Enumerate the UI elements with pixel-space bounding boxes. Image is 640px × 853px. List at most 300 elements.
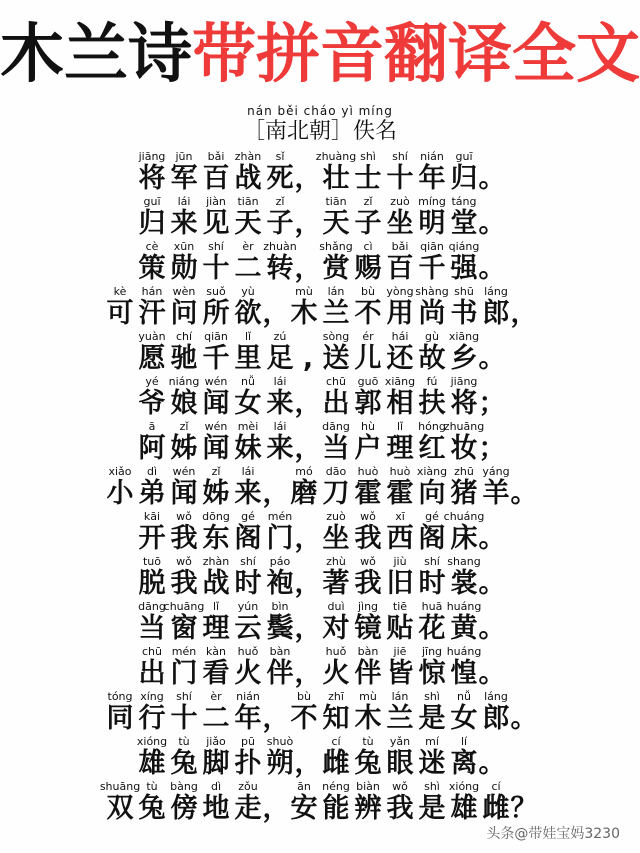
pinyin: lǐ [212, 600, 220, 613]
hanzi: 开 [138, 523, 166, 554]
hanzi: 花 [418, 613, 446, 644]
hanzi: 走 [234, 793, 262, 824]
pinyin: xūn [173, 240, 195, 253]
hanzi: ； [478, 433, 506, 464]
poem-character [200, 735, 232, 780]
poem-character [384, 690, 416, 735]
pinyin: jiāng [138, 150, 166, 163]
poem-character [320, 645, 352, 690]
hanzi: 理 [386, 433, 414, 464]
hanzi: 乡 [450, 343, 478, 374]
pinyin: lái [241, 465, 255, 478]
hanzi: 。 [478, 748, 506, 779]
pinyin: yuàn [138, 330, 166, 343]
poem-punctuation [480, 555, 504, 600]
poem-character [320, 420, 352, 465]
poem-character [384, 150, 416, 195]
poem-punctuation [296, 555, 320, 600]
pinyin: chí [175, 330, 193, 343]
hanzi: 安 [290, 793, 318, 824]
poem-character [448, 150, 480, 195]
hanzi: 。 [478, 208, 506, 239]
poem-character [288, 780, 320, 825]
hanzi: 送 [322, 343, 350, 374]
pinyin: shang [447, 555, 481, 568]
pinyin: tóng [107, 690, 133, 703]
poem-character [352, 600, 384, 645]
pinyin: pū [241, 735, 255, 748]
poem-character [264, 195, 296, 240]
hanzi: 地 [202, 793, 230, 824]
hanzi: 女 [450, 703, 478, 734]
poem-character [232, 375, 264, 420]
hanzi: 兔 [170, 748, 198, 779]
pinyin: láng [484, 285, 508, 298]
poem-character [416, 555, 448, 600]
poem-line [0, 780, 640, 825]
hanzi: 二 [234, 253, 262, 284]
hanzi: 兔 [354, 748, 382, 779]
poem-character [232, 420, 264, 465]
poem-character [136, 690, 168, 735]
hanzi: 归 [450, 163, 478, 194]
pinyin: jiāng [450, 375, 478, 388]
pinyin: ān [297, 780, 311, 793]
hanzi: 用 [386, 298, 414, 329]
poem-character [416, 690, 448, 735]
pinyin: dì [146, 465, 158, 478]
hanzi: 。 [510, 703, 538, 734]
pinyin: guī [455, 150, 473, 163]
hanzi: 双 [106, 793, 134, 824]
hanzi: 郭 [354, 388, 382, 419]
poem-character [264, 645, 296, 690]
hanzi: 壮 [322, 163, 350, 194]
hanzi: 士 [354, 163, 382, 194]
hanzi: 时 [234, 568, 262, 599]
pinyin: shí [392, 150, 408, 163]
poem-character [352, 195, 384, 240]
hanzi: 门 [266, 523, 294, 554]
hanzi: 袍 [266, 568, 294, 599]
hanzi: 百 [202, 163, 230, 194]
pinyin: bǎi [391, 240, 409, 253]
poem-punctuation [296, 330, 320, 375]
hanzi: 。 [510, 478, 538, 509]
poem-character [416, 285, 448, 330]
poem-character [104, 465, 136, 510]
poem-line [0, 285, 640, 330]
poem-body [0, 150, 640, 825]
pinyin: hái [391, 330, 409, 343]
pinyin: chū [142, 645, 162, 658]
pinyin: cí [331, 735, 341, 748]
hanzi: 书 [450, 298, 478, 329]
pinyin: hù [361, 420, 375, 433]
hanzi: 可 [106, 298, 134, 329]
poem-character [384, 240, 416, 285]
poem-character [200, 375, 232, 420]
hanzi: 将 [450, 388, 478, 419]
hanzi: 对 [322, 613, 350, 644]
poem-punctuation [512, 780, 536, 825]
pinyin: xiàng [416, 465, 448, 478]
pinyin: wǒ [360, 510, 376, 523]
pinyin: yáng [482, 465, 510, 478]
hanzi: 郎 [482, 703, 510, 734]
poem-character [416, 600, 448, 645]
hanzi: ， [294, 523, 322, 554]
poem-character [320, 330, 352, 375]
pinyin: zhuāng [443, 420, 485, 433]
poem-character [264, 375, 296, 420]
poem-punctuation [296, 195, 320, 240]
hanzi: 我 [170, 568, 198, 599]
pinyin: bàn [357, 645, 379, 658]
pinyin: jīng [421, 645, 443, 658]
poem-character [448, 195, 480, 240]
pinyin: jiǎo [206, 735, 226, 748]
poem-character [264, 555, 296, 600]
hanzi: 我 [354, 568, 382, 599]
poem-character [168, 150, 200, 195]
poem-character [168, 240, 200, 285]
hanzi: 惊 [418, 658, 446, 689]
pinyin: qiān [420, 240, 444, 253]
poem-character [288, 285, 320, 330]
hanzi: ， [262, 298, 290, 329]
hanzi: 惶 [450, 658, 478, 689]
title-main: 木兰诗 [0, 18, 192, 92]
poem-character [104, 690, 136, 735]
poem-character [320, 600, 352, 645]
poem-character [232, 735, 264, 780]
poem-character [232, 195, 264, 240]
hanzi: 战 [202, 568, 230, 599]
hanzi: 策 [138, 253, 166, 284]
pinyin: zuò [326, 510, 346, 523]
poem-punctuation [480, 600, 504, 645]
pinyin: jiē [393, 645, 407, 658]
poem-character [136, 150, 168, 195]
pinyin: hán [141, 285, 163, 298]
poem-character [264, 330, 296, 375]
poem-character [168, 510, 200, 555]
hanzi: 猪 [450, 478, 478, 509]
poem-character [136, 465, 168, 510]
poem-character [352, 150, 384, 195]
hanzi: 皆 [386, 658, 414, 689]
pinyin: jiù [393, 555, 407, 568]
poem-character [168, 375, 200, 420]
hanzi: 十 [386, 163, 414, 194]
poem-punctuation [264, 465, 288, 510]
poem-character [136, 285, 168, 330]
hanzi: ， [294, 568, 322, 599]
hanzi: 我 [386, 793, 414, 824]
hanzi: 转 [266, 253, 294, 284]
hanzi: 十 [170, 703, 198, 734]
hanzi: 驰 [170, 343, 198, 374]
hanzi: 不 [354, 298, 382, 329]
hanzi: 。 [478, 163, 506, 194]
pinyin: tiān [237, 195, 259, 208]
poem-line [0, 735, 640, 780]
pinyin: huā [421, 600, 443, 613]
pinyin: zǐ [363, 195, 373, 208]
poem-character [448, 285, 480, 330]
poem-character [264, 420, 296, 465]
pinyin: shí [240, 555, 256, 568]
hanzi: 行 [138, 703, 166, 734]
poem-character [136, 555, 168, 600]
poem-line [0, 555, 640, 600]
poem-character [320, 465, 352, 510]
pinyin: shuāng [99, 780, 141, 793]
pinyin: lán [391, 690, 409, 703]
pinyin: sǐ [275, 150, 285, 163]
poem-character [320, 735, 352, 780]
pinyin: zhuàng [315, 150, 357, 163]
pinyin: wén [204, 375, 228, 388]
pinyin: páo [269, 555, 291, 568]
poem-character [352, 510, 384, 555]
pinyin: huǒ [325, 645, 347, 658]
hanzi: 傍 [170, 793, 198, 824]
pinyin: qiān [204, 330, 228, 343]
pinyin: zú [273, 330, 287, 343]
poem-character [448, 240, 480, 285]
pinyin: láng [484, 690, 508, 703]
pinyin: zhī [328, 690, 344, 703]
pinyin: yún [237, 600, 259, 613]
poem-character [320, 510, 352, 555]
poem-character [384, 420, 416, 465]
poem-character [416, 375, 448, 420]
poem-character [384, 195, 416, 240]
poem-character [200, 150, 232, 195]
pinyin: cì [363, 240, 373, 253]
pinyin: guī [143, 195, 161, 208]
hanzi: 火 [234, 658, 262, 689]
poem-character [352, 285, 384, 330]
poem-punctuation [480, 420, 504, 465]
poem-character [320, 555, 352, 600]
poem-character [232, 150, 264, 195]
hanzi: 雄 [450, 793, 478, 824]
poem-punctuation [296, 645, 320, 690]
pinyin: zuò [390, 195, 410, 208]
poem-line [0, 195, 640, 240]
hanzi: , [302, 343, 314, 374]
pinyin: yé [145, 375, 159, 388]
hanzi: 年 [418, 163, 446, 194]
pinyin: wǒ [392, 780, 408, 793]
poem-punctuation [480, 375, 504, 420]
hanzi: 姊 [202, 478, 230, 509]
poem-character [480, 465, 512, 510]
hanzi: 女 [234, 388, 262, 419]
pinyin: wǒ [360, 555, 376, 568]
author-line [0, 104, 640, 146]
hanzi: 尚 [418, 298, 446, 329]
pinyin: xiāng [448, 330, 480, 343]
poem-character [448, 780, 480, 825]
hanzi: 妹 [234, 433, 262, 464]
hanzi: 见 [202, 208, 230, 239]
poem-character [168, 420, 200, 465]
pinyin: huǒ [237, 645, 259, 658]
poem-character [448, 735, 480, 780]
poem-character [168, 690, 200, 735]
pinyin: lí [460, 735, 468, 748]
pinyin: kāi [143, 510, 161, 523]
hanzi: 我 [170, 523, 198, 554]
pinyin: zǒu [238, 780, 258, 793]
hanzi: 里 [234, 343, 262, 374]
hanzi: 。 [478, 523, 506, 554]
poem-character [232, 690, 264, 735]
hanzi: 能 [322, 793, 350, 824]
pinyin: kàn [206, 645, 226, 658]
hanzi: 天 [322, 208, 350, 239]
hanzi: ； [478, 388, 506, 419]
pinyin: shū [454, 285, 474, 298]
hanzi: 裳 [450, 568, 478, 599]
poem-punctuation [480, 195, 504, 240]
hanzi: 兰 [386, 703, 414, 734]
hanzi: 子 [354, 208, 382, 239]
hanzi: 。 [478, 568, 506, 599]
pinyin: tiān [325, 195, 347, 208]
hanzi: 鬓 [266, 613, 294, 644]
poem-character [416, 150, 448, 195]
pinyin: dāng [322, 420, 350, 433]
pinyin: tuō [142, 555, 161, 568]
pinyin: shuò [266, 735, 294, 748]
pinyin: tù [362, 735, 374, 748]
poem-character [384, 735, 416, 780]
hanzi: 明 [418, 208, 446, 239]
hanzi: 战 [234, 163, 262, 194]
pinyin: bù [361, 285, 375, 298]
pinyin: shǎng [319, 240, 353, 253]
hanzi: 同 [106, 703, 134, 734]
pinyin: zǐ [211, 465, 221, 478]
pinyin: dōng [202, 510, 230, 523]
poem-punctuation [512, 465, 536, 510]
poem-character [288, 465, 320, 510]
poem-character [416, 645, 448, 690]
pinyin: wǒ [176, 510, 192, 523]
pinyin: yòng [386, 285, 414, 298]
pinyin: zhū [454, 465, 474, 478]
pinyin: mó [295, 465, 313, 478]
poem-character [200, 420, 232, 465]
hanzi: 刀 [322, 478, 350, 509]
hanzi: 兰 [322, 298, 350, 329]
hanzi: 闻 [170, 478, 198, 509]
poem-line [0, 645, 640, 690]
hanzi: 所 [202, 298, 230, 329]
hanzi: ？ [510, 793, 538, 824]
poem-character [232, 240, 264, 285]
hanzi: 故 [418, 343, 446, 374]
poem-character [168, 645, 200, 690]
pinyin: shàng [415, 285, 449, 298]
poem-character [200, 330, 232, 375]
poem-punctuation [480, 240, 504, 285]
hanzi: 年 [234, 703, 262, 734]
poem-character [448, 375, 480, 420]
poem-character [443, 510, 485, 555]
hanzi: 。 [478, 613, 506, 644]
pinyin: bàng [170, 780, 198, 793]
poem-character [352, 690, 384, 735]
hanzi: 。 [478, 658, 506, 689]
author-pinyin: nán běi cháo yì míng [247, 104, 393, 118]
poem-line [0, 420, 640, 465]
hanzi: 朔 [266, 748, 294, 779]
pinyin: jiàn [206, 195, 226, 208]
poem-character [136, 420, 168, 465]
hanzi: 强 [450, 253, 478, 284]
poem-character [448, 465, 480, 510]
hanzi: 弟 [138, 478, 166, 509]
hanzi: 雄 [138, 748, 166, 779]
hanzi: 贴 [386, 613, 414, 644]
pinyin: huò [389, 465, 411, 478]
poem-character [480, 690, 512, 735]
pinyin: xióng [136, 735, 168, 748]
pinyin: lái [273, 420, 287, 433]
poem-character [320, 285, 352, 330]
poem-character [232, 465, 264, 510]
poem-character [352, 330, 384, 375]
pinyin: dāo [325, 465, 347, 478]
poem-character [232, 330, 264, 375]
poem-line [0, 150, 640, 195]
poem-character [264, 510, 296, 555]
hanzi: 勋 [170, 253, 198, 284]
poem-character [200, 465, 232, 510]
hanzi: 。 [478, 343, 506, 374]
pinyin: wén [204, 420, 228, 433]
pinyin: niáng [168, 375, 200, 388]
hanzi: 赏 [322, 253, 350, 284]
poem-character [416, 735, 448, 780]
pinyin: lǐ [244, 330, 252, 343]
hanzi: 来 [266, 433, 294, 464]
poem-character [416, 465, 448, 510]
pinyin: mén [267, 510, 293, 523]
hanzi: 雌 [322, 748, 350, 779]
hanzi: 是 [418, 703, 446, 734]
pinyin: gé [241, 510, 255, 523]
poem-character [384, 555, 416, 600]
poem-character [384, 780, 416, 825]
poem-character [163, 600, 205, 645]
hanzi: 坐 [386, 208, 414, 239]
poem-character [200, 645, 232, 690]
poem-character [352, 735, 384, 780]
pinyin: mí [425, 735, 439, 748]
poem-punctuation [264, 285, 288, 330]
hanzi: 脚 [202, 748, 230, 779]
hanzi: 小 [106, 478, 134, 509]
poem-character [168, 555, 200, 600]
hanzi: 是 [418, 793, 446, 824]
